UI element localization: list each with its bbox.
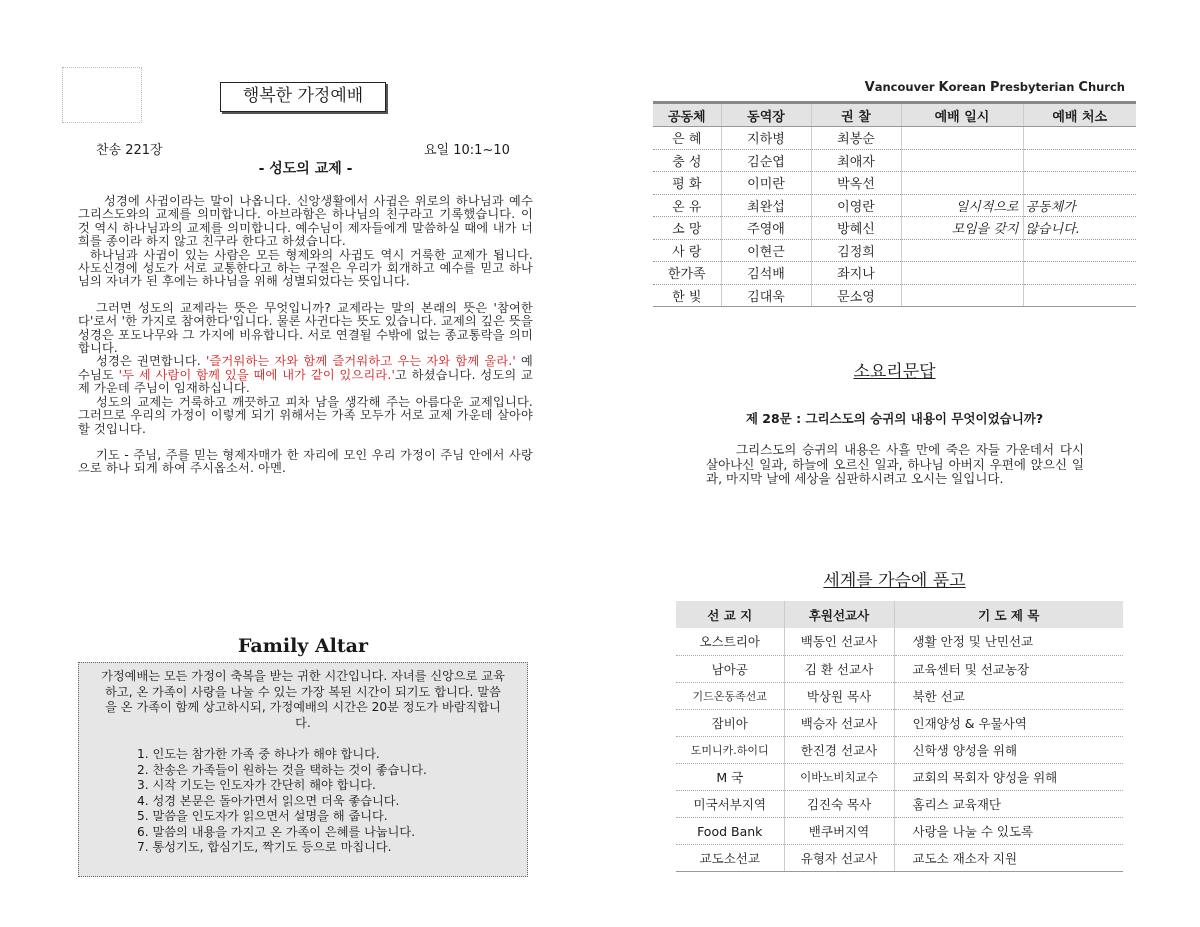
church-name [865,80,1125,95]
catechism-question: 제 28문 : 그리스도의 승귀의 내용이 무엇이었습니까? [745,411,1044,426]
paragraph-2: 하나님과 사귐이 있는 사람은 모든 형제와의 사귐도 역시 거룩한 교제가 됩니다. 사도신경에 성도가 서로 교통한다고 하는 구절은 우리가 회개하고 예수를 믿고 하나님의 자녀가 된 후에는 하나님을 위해 성별되었다는 뜻입니다. [78,247,533,289]
table-cell: 도미니카.하이디 [676,736,784,763]
column-header: 선 교 지 [676,601,784,628]
rule-item: 2. 찬송은 가족들이 원하는 것을 택하는 것이 좋습니다. [137,762,427,777]
table-cell: 일시적으로 [901,194,1023,217]
table-row [653,149,1136,172]
paragraph-4 [78,355,533,395]
column-header: 예배 처소 [1023,103,1136,127]
table-cell [901,149,1023,172]
table-cell [901,239,1023,262]
p4-text-c: 고 하셨습니다. 성도의 교제 가운데 주님이 임재하십니다. [78,367,533,396]
table-row [676,682,1123,709]
red-quote-1: '즐거워하는 자와 함께 즐거워하고 우는 자와 함께 울라.' [205,354,516,369]
table-row [676,709,1123,736]
table-cell: 김석배 [721,262,811,285]
column-header: 공동체 [653,103,721,127]
text-segment: hurch [1087,80,1125,94]
table-cell [1023,127,1136,150]
catechism-heading: 소요리문답 [853,362,936,382]
table-cell: 최봉순 [811,127,901,150]
table-cell: 교회의 목회자 양성을 위해 [894,763,1123,790]
corner-box [62,67,142,123]
table-cell: 최완섭 [721,194,811,217]
table-cell: 북한 선교 [894,682,1123,709]
community-table [653,101,1136,307]
table-cell: 문소영 [811,284,901,307]
text-segment: resbyterian [999,80,1079,94]
table-row [653,262,1136,285]
table-cell: 교육센터 및 선교농장 [894,655,1123,682]
table-cell: 사랑을 나눌 수 있도록 [894,818,1123,845]
rule-item: 7. 통성기도, 합심기도, 짝기도 등으로 마칩니다. [137,840,392,854]
column-header: 기 도 제 목 [894,601,1123,628]
table-cell: 사 랑 [653,239,721,262]
table-row [676,763,1123,790]
text-segment: C [1078,80,1088,95]
table-row [676,655,1123,682]
missions-heading: 세계를 가슴에 품고 [823,571,966,591]
table-cell: 교도소선교 [676,845,784,872]
table-cell: 이미란 [721,172,811,195]
text-segment: K [938,80,949,95]
table-cell: 잠비아 [676,709,784,736]
table-cell: 최애자 [811,149,901,172]
table-cell: 온 유 [653,194,721,217]
table-cell: 평 화 [653,172,721,195]
column-header: 후원선교사 [784,601,894,628]
column-header: 예배 일시 [901,103,1023,127]
table-cell [901,284,1023,307]
table-cell [1023,239,1136,262]
table-cell: 좌지나 [811,262,901,285]
table-cell: 김순엽 [721,149,811,172]
paragraph-1: 성경에 사귐이라는 말이 나옵니다. 신앙생활에서 사귐은 위로의 하나님과 예수 그리스도와의 교제를 의미합니다. 아브라함은 하나님의 친구라고 기록했습니다. 이것 역시 하나님과의 교제를 의미합니다. 예수님이 제자들에게 말씀하실 때에 내가 너희를 종이라 하지 않고 친구라 한다고 하셨습니다. [78,194,533,249]
table-row [676,736,1123,763]
table-cell: 인재양성 & 우물사역 [894,709,1123,736]
table-cell: 미국서부지역 [676,791,784,818]
table-header-row [676,601,1123,628]
table-row [653,284,1136,307]
rule-item: 6. 말씀의 내용을 가지고 온 가족이 은혜를 나눕니다. [137,824,416,839]
table-row [653,194,1136,217]
table-cell: 백승자 선교사 [784,709,894,736]
table-cell: 홈리스 교육재단 [894,791,1123,818]
table-cell: 않습니다. [1023,217,1136,240]
rule-item: 1. 인도는 참가한 가족 중 하나가 해야 합니다. [137,747,380,761]
table-cell: 한 빛 [653,284,721,307]
table-cell: 김 환 선교사 [784,655,894,682]
table-cell: 박옥선 [811,172,901,195]
p4-text-b: 예수님도 [78,354,533,382]
table-cell: 기드온동족선교 [676,682,784,709]
table-row [653,127,1136,150]
table-row [676,818,1123,845]
hymn-number: 찬송 221장 [96,143,163,158]
family-altar-title: Family Altar [237,635,368,657]
table-cell [901,172,1023,195]
table-cell: 공동체가 [1023,194,1136,217]
table-cell: 김대욱 [721,284,811,307]
text-segment: V [864,80,875,95]
rule-item: 5. 말씀을 인도자가 읽으면서 설명을 해 줍니다. [137,809,388,823]
rule-item: 4. 성경 본문은 돌아가면서 읽으면 더욱 좋습니다. [137,793,400,808]
table-cell: 소 망 [653,217,721,240]
table-cell: 교도소 재소자 지원 [894,845,1123,872]
p4-text-a: 성경은 권면합니다. [96,354,206,369]
table-cell: 오스트리아 [676,628,784,655]
scripture-reference: 요일 10:1~10 [424,143,510,158]
table-cell: 이영란 [811,194,901,217]
paragraph-5: 성도의 교제는 거룩하고 깨끗하고 피차 남을 생각해 주는 아름다운 교제입니다. 그러므로 우리의 가정이 이렇게 되기 위해서는 가족 모두가 서로 교제 가운데 살아야 할 것입니다. [78,394,533,436]
table-cell: 지하병 [721,127,811,150]
rule-item: 3. 시작 기도는 인도자가 간단히 해야 합니다. [137,778,376,792]
table-cell: 생활 안정 및 난민선교 [894,628,1123,655]
table-row [676,791,1123,818]
missions-table [676,601,1123,872]
table-cell [901,127,1023,150]
table-cell [901,262,1023,285]
table-cell: 김정희 [811,239,901,262]
family-altar-box [78,662,528,877]
table-row [653,172,1136,195]
table-cell: Food Bank [676,818,784,845]
table-cell: M 국 [676,763,784,790]
worship-title: 행복한 가정예배 [220,82,386,112]
table-cell [1023,149,1136,172]
sermon-body [78,195,533,476]
text-segment: ancouver [874,80,939,94]
text-segment: P [989,80,1000,95]
table-cell: 충 성 [653,149,721,172]
prayer: 기도 - 주님, 주를 믿는 형제자매가 한 자리에 모인 우리 가정이 주님 안에서 사랑으로 하나 되게 하여 주시옵소서. 아멘. [78,447,533,476]
table-cell: 남아공 [676,655,784,682]
red-quote-2: '두 세 사람이 함께 있을 때에 내가 같이 있으리라.' [118,367,396,382]
table-cell: 이바노비치교수 [784,763,894,790]
family-altar-rules [101,747,505,856]
table-cell: 박상원 목사 [784,682,894,709]
table-cell [1023,262,1136,285]
table-cell: 은 혜 [653,127,721,150]
table-cell: 주영애 [721,217,811,240]
column-header: 권 찰 [811,103,901,127]
table-row [653,239,1136,262]
table-cell: 한진경 선교사 [784,736,894,763]
table-row [676,845,1123,872]
table-header-row [653,103,1136,127]
column-header: 동역장 [721,103,811,127]
paragraph-3: 그러면 성도의 교제라는 뜻은 무엇입니까? 교제라는 말의 본래의 뜻은 '참여한다'로서 '한 가지로 참여한다'입니다. 물론 사귄다는 뜻도 있습니다. 교제의 깊은 뜻을 성경은 포도나무와 그 가지에 비유합니다. 서로 연결될 수밖에 없는 종교통락을 의미합니다. [78,300,533,356]
sermon-subtitle: - 성도의 교제 - [258,161,353,177]
table-cell: 밴쿠버지역 [784,818,894,845]
table-row [676,628,1123,655]
table-cell: 신학생 양성을 위해 [894,736,1123,763]
table-cell: 김진숙 목사 [784,791,894,818]
table-row [653,217,1136,240]
table-cell: 방혜신 [811,217,901,240]
catechism-answer: 그리스도의 승귀의 내용은 사흘 만에 죽은 자들 가운데서 다시 살아나신 일과, 하늘에 오르신 일과, 하나님 아버지 우편에 앉으신 일과, 마지막 날에 세상을 심판하시려고 오시는 일입니다. [706,442,1084,486]
table-cell: 한가족 [653,262,721,285]
table-cell: 이현근 [721,239,811,262]
table-cell: 백동인 선교사 [784,628,894,655]
table-cell: 유형자 선교사 [784,845,894,872]
table-cell [1023,172,1136,195]
family-altar-intro: 가정예배는 모든 가정이 축복을 받는 귀한 시간입니다. 자녀를 신앙으로 교육 하고, 온 가족이 사랑을 나눌 수 있는 가장 복된 시간이 되기도 합니다. 말씀을 온 가족이 함께 상고하시되, 가정예배의 시간은 20분 정도가 바람직합니다. [101,669,505,730]
table-cell: 모임을 갖지 [901,217,1023,240]
table-cell [1023,284,1136,307]
text-segment: orean [948,80,990,94]
